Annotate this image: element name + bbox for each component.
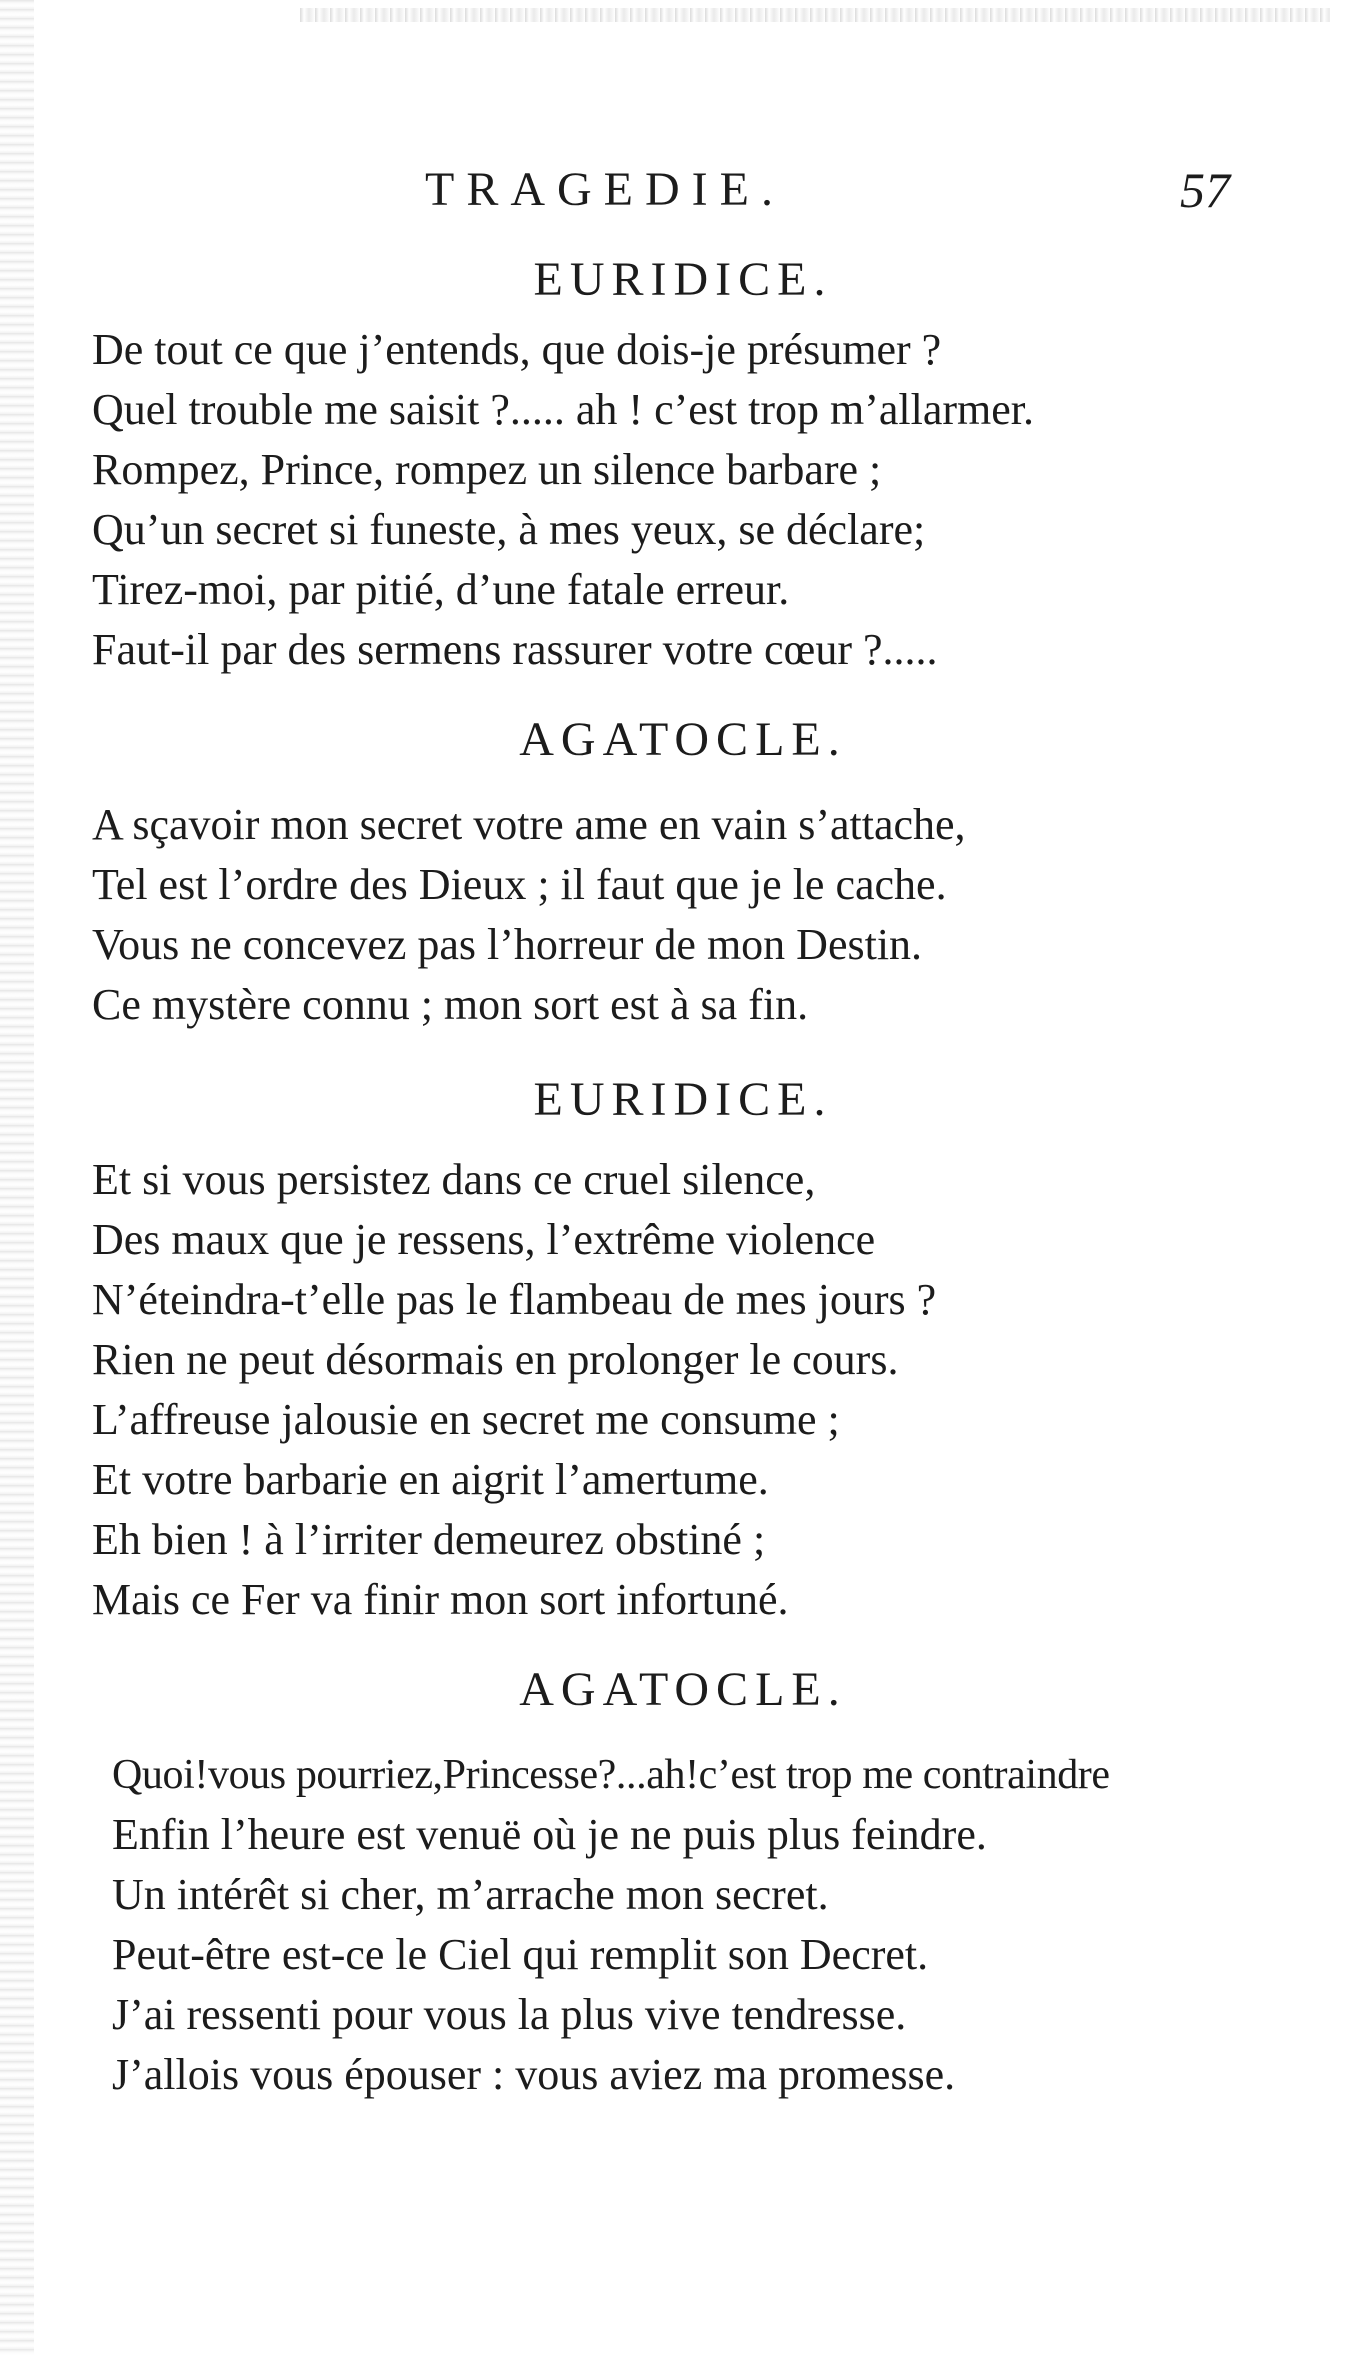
verse-line: Vous ne concevez pas l’horreur de mon Destin.	[92, 920, 923, 969]
speaker-heading: AGATOCLE.	[519, 1663, 847, 1716]
verse-line: Un intérêt si cher, m’arrache mon secret.	[112, 1870, 829, 1919]
verse-block	[112, 1745, 1362, 2105]
speaker-heading: AGATOCLE.	[519, 713, 847, 766]
verse-line: Rompez, Prince, rompez un silence barbare ;	[92, 445, 882, 494]
verse-line: Tirez-moi, par pitié, d’une fatale erreur.	[92, 565, 790, 614]
running-title: TRAGEDIE.	[425, 163, 785, 216]
verse-block	[92, 795, 1342, 1035]
verse-line: L’affreuse jalousie en secret me consume ;	[92, 1395, 840, 1444]
verse-line: De tout ce que j’entends, que dois-je présumer ?	[92, 325, 942, 374]
verse-line: Rien ne peut désormais en prolonger le cours.	[92, 1335, 899, 1384]
speaker-heading: EURIDICE.	[533, 253, 833, 306]
verse-line: Et si vous persistez dans ce cruel silence,	[92, 1155, 816, 1204]
verse-line: Qu’un secret si funeste, à mes yeux, se déclare;	[92, 505, 926, 554]
verse-line: N’éteindra-t’elle pas le flambeau de mes jours ?	[92, 1275, 937, 1324]
verse-line: Des maux que je ressens, l’extrême violence	[92, 1215, 876, 1264]
verse-line: Quel trouble me saisit ?..... ah ! c’est trop m’allarmer.	[92, 385, 1035, 434]
verse-line: Mais ce Fer va finir mon sort infortuné.	[92, 1575, 789, 1624]
scan-top-noise	[300, 8, 1330, 22]
speaker-heading: EURIDICE.	[533, 1073, 833, 1126]
verse-line: Quoi!vous pourriez,Princesse?...ah!c’est trop me contraindre	[112, 1752, 1110, 1798]
verse-line: Ce mystère connu ; mon sort est à sa fin.	[92, 980, 809, 1029]
verse-line: J’allois vous épouser : vous aviez ma promesse.	[112, 2050, 956, 2099]
verse-line: Enfin l’heure est venuë où je ne puis plus feindre.	[112, 1810, 987, 1859]
page-header	[0, 160, 1366, 220]
verse-line: A sçavoir mon secret votre ame en vain s’attache,	[92, 800, 966, 849]
verse-line: Tel est l’ordre des Dieux ; il faut que je le cache.	[92, 860, 947, 909]
page-number: 57	[1180, 162, 1230, 218]
verse-line: Eh bien ! à l’irriter demeurez obstiné ;	[92, 1515, 766, 1564]
verse-line: Faut-il par des sermens rassurer votre cœur ?.....	[92, 625, 938, 674]
verse-line: J’ai ressenti pour vous la plus vive tendresse.	[112, 1990, 907, 2039]
verse-block	[92, 1150, 1342, 1630]
scan-gutter-noise	[0, 0, 34, 2355]
verse-line: Peut-être est-ce le Ciel qui remplit son Decret.	[112, 1930, 929, 1979]
verse-block	[92, 320, 1342, 680]
verse-line: Et votre barbarie en aigrit l’amertume.	[92, 1455, 769, 1504]
